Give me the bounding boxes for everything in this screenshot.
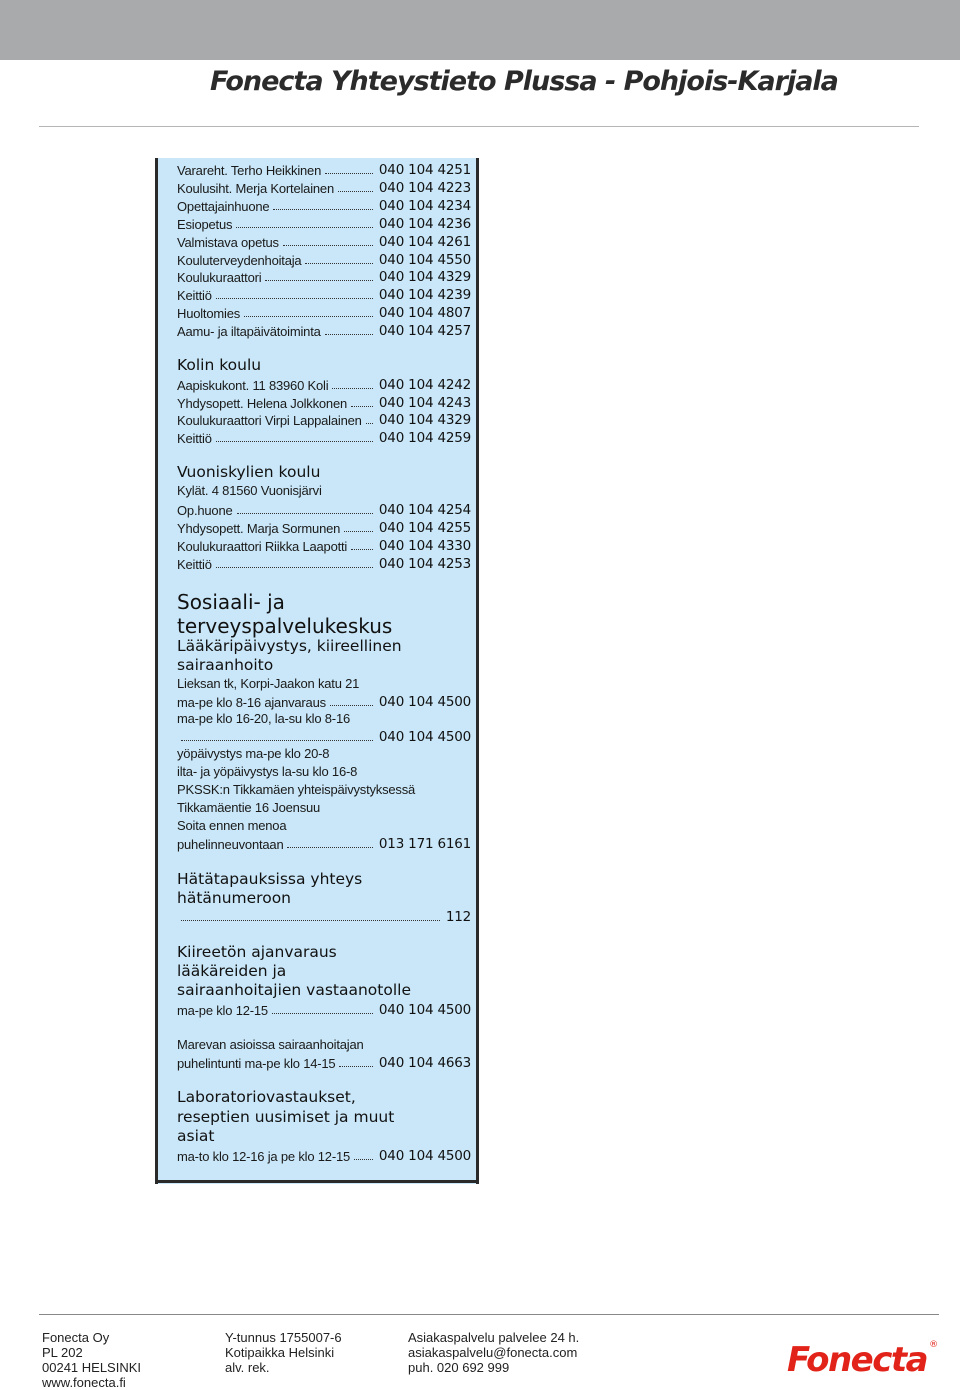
phone-number: 040 104 4223: [378, 180, 471, 196]
dot-leader: [366, 423, 373, 424]
title-divider: [39, 126, 919, 127]
listing-row: [177, 410, 471, 428]
listing-row: [177, 907, 471, 925]
listing-row: [177, 232, 471, 250]
row-label: Op.huone: [177, 503, 233, 518]
row-label: Yhdysopett. Helena Jolkkonen: [177, 396, 348, 411]
dot-leader: [351, 406, 373, 407]
row-label: ma-pe klo 12-15: [177, 1003, 268, 1018]
dot-leader: [287, 847, 372, 848]
listing-row: [177, 285, 471, 303]
row-label: Opettajainhuone: [177, 199, 270, 214]
phone-number: 040 104 4663: [378, 1055, 471, 1071]
row-label: Yhdysopett. Marja Sormunen: [177, 521, 341, 536]
dot-leader: [330, 705, 373, 706]
dot-leader: [181, 740, 373, 741]
phone-number: 040 104 4550: [378, 252, 471, 268]
logo-wordmark: Fonecta: [787, 1340, 928, 1380]
address-line: Kylät. 4 81560 Vuonisjärvi: [177, 483, 322, 498]
panel-bottom-border: [155, 1180, 479, 1183]
footer-email-link[interactable]: asiakaspalvelu@fonecta.com: [408, 1345, 578, 1360]
text-line: Tikkamäentie 16 Joensuu: [177, 800, 321, 815]
section-heading: Kolin koulu: [177, 356, 262, 374]
row-label: Valmistava opetus: [177, 235, 279, 250]
listing-row: [177, 321, 471, 339]
major-heading: Sosiaali- ja: [177, 590, 285, 614]
section-heading: asiat: [177, 1127, 215, 1145]
listing-row: [177, 834, 471, 852]
phone-number: 040 104 4329: [378, 269, 471, 285]
section-heading: Kiireetön ajanvaraus: [177, 943, 337, 961]
listing-row: [177, 1146, 471, 1164]
row-label: puhelinneuvontaan: [177, 837, 284, 852]
row-label: puhelintunti ma-pe klo 14-15: [177, 1056, 336, 1071]
listing-row: [177, 303, 471, 321]
phone-number: 040 104 4257: [378, 323, 471, 339]
dot-leader: [339, 1066, 372, 1067]
listing-row: [177, 196, 471, 214]
listing-row: [177, 178, 471, 196]
phone-number: 040 104 4330: [378, 538, 471, 554]
page-title: Fonecta Yhteystieto Plussa - Pohjois-Karjala: [210, 66, 838, 97]
listing-row: [177, 267, 471, 285]
row-label: Esiopetus: [177, 217, 233, 232]
listing-row: [177, 500, 471, 518]
dot-leader: [325, 334, 373, 335]
listing-row: [177, 692, 471, 710]
row-label: Aamu- ja iltapäivätoiminta: [177, 324, 321, 339]
dot-leader: [338, 191, 373, 192]
phone-number: 040 104 4500: [378, 1148, 471, 1164]
phone-number: 040 104 4236: [378, 216, 471, 232]
text-line: PKSSK:n Tikkamäen yhteispäivystyksessä: [177, 782, 416, 797]
footer-divider: [39, 1314, 939, 1315]
footer-line: PL 202: [42, 1345, 83, 1360]
footer-line: puh. 020 692 999: [408, 1360, 510, 1375]
footer-line: Fonecta Oy: [42, 1330, 110, 1345]
listing-row: [177, 518, 471, 536]
text-line: ilta- ja yöpäivystys la-su klo 16-8: [177, 764, 358, 779]
row-label: Keittiö: [177, 288, 212, 303]
dot-leader: [181, 920, 440, 921]
dot-leader: [305, 263, 372, 264]
row-label: Koulukuraattori Riikka Laapotti: [177, 539, 348, 554]
footer-line: 00241 HELSINKI: [42, 1360, 142, 1375]
section-heading: Lääkäripäivystys, kiireellinen: [177, 637, 402, 655]
dot-leader: [216, 298, 373, 299]
top-gray-bar: [0, 0, 960, 60]
footer-registration-info: [225, 1330, 342, 1375]
dot-leader: [273, 209, 373, 210]
section-heading: hätänumeroon: [177, 889, 292, 907]
row-label: Huoltomies: [177, 306, 241, 321]
listing-row: [177, 214, 471, 232]
section-heading: Vuoniskylien koulu: [177, 463, 321, 481]
footer-line: Kotipaikka Helsinki: [225, 1345, 335, 1360]
fonecta-logo: [787, 1340, 938, 1380]
text-line: Soita ennen menoa: [177, 818, 287, 833]
phone-number: 040 104 4500: [378, 1002, 471, 1018]
row-label: Koulukuraattori Virpi Lappalainen: [177, 413, 362, 428]
footer-company-info: [42, 1330, 141, 1390]
footer-line: Asiakaspalvelu palvelee 24 h.: [408, 1330, 580, 1345]
phone-number: 040 104 4254: [378, 502, 471, 518]
row-label: Kouluterveydenhoitaja: [177, 253, 302, 268]
listing-row: [177, 250, 471, 268]
listing-row: [177, 1000, 471, 1018]
text-line: ma-pe klo 16-20, la-su klo 8-16: [177, 711, 351, 726]
row-label: Aapiskukont. 11 83960 Koli: [177, 378, 329, 393]
footer-line: Y-tunnus 1755007-6: [225, 1330, 342, 1345]
row-label: Keittiö: [177, 431, 212, 446]
row-label: ma-to klo 12-16 ja pe klo 12-15: [177, 1149, 351, 1164]
listing-row: [177, 160, 471, 178]
row-label: Varareht. Terho Heikkinen: [177, 163, 322, 178]
phone-number: 040 104 4234: [378, 198, 471, 214]
phone-number: 040 104 4807: [378, 305, 471, 321]
row-label: Keittiö: [177, 557, 212, 572]
phone-number: 040 104 4255: [378, 520, 471, 536]
phone-number: 112: [445, 909, 471, 925]
listing-row: [177, 428, 471, 446]
phone-number: 040 104 4239: [378, 287, 471, 303]
listing-row: [177, 536, 471, 554]
dot-leader: [265, 280, 372, 281]
dot-leader: [216, 441, 373, 442]
dot-leader: [244, 316, 373, 317]
section-heading: sairaanhoito: [177, 656, 274, 674]
dot-leader: [354, 1159, 373, 1160]
phone-number: 040 104 4243: [378, 395, 471, 411]
listing-row: [177, 554, 471, 572]
listing-row: [177, 375, 471, 393]
phone-number: 040 104 4253: [378, 556, 471, 572]
row-label: Koulusiht. Merja Kortelainen: [177, 181, 334, 196]
section-heading: sairaanhoitajien vastaanotolle: [177, 981, 411, 999]
phone-number: 040 104 4500: [378, 694, 471, 710]
phone-number: 040 104 4259: [378, 430, 471, 446]
dot-leader: [344, 531, 373, 532]
footer-line: alv. rek.: [225, 1360, 270, 1375]
major-heading: terveyspalvelukeskus: [177, 614, 393, 638]
phone-number: 040 104 4500: [378, 729, 471, 745]
dot-leader: [272, 1013, 373, 1014]
row-label: Koulukuraattori: [177, 270, 262, 285]
listing-row: [177, 393, 471, 411]
footer-website-link[interactable]: www.fonecta.fi: [42, 1375, 126, 1390]
phone-number: 040 104 4251: [378, 162, 471, 178]
listing-row: [177, 727, 471, 745]
address-line: Lieksan tk, Korpi-Jaakon katu 21: [177, 676, 360, 691]
text-line: Marevan asioissa sairaanhoitajan: [177, 1037, 364, 1052]
dot-leader: [283, 245, 373, 246]
dot-leader: [332, 388, 373, 389]
dot-leader: [236, 227, 373, 228]
section-heading: Laboratoriovastaukset,: [177, 1088, 356, 1106]
text-line: yöpäivystys ma-pe klo 20-8: [177, 746, 330, 761]
phone-number: 040 104 4242: [378, 377, 471, 393]
dot-leader: [237, 513, 373, 514]
listing-row: [177, 1053, 471, 1071]
phone-number: 040 104 4329: [378, 412, 471, 428]
footer-customer-service: [408, 1330, 579, 1375]
phone-number: 040 104 4261: [378, 234, 471, 250]
registered-mark: ®: [929, 1340, 939, 1350]
section-heading: reseptien uusimiset ja muut: [177, 1108, 395, 1126]
dot-leader: [325, 173, 373, 174]
row-label: ma-pe klo 8-16 ajanvaraus: [177, 695, 326, 710]
dot-leader: [216, 567, 373, 568]
dot-leader: [351, 549, 373, 550]
phone-number: 013 171 6161: [378, 836, 471, 852]
section-heading: Hätätapauksissa yhteys: [177, 870, 363, 888]
section-heading: lääkäreiden ja: [177, 962, 287, 980]
